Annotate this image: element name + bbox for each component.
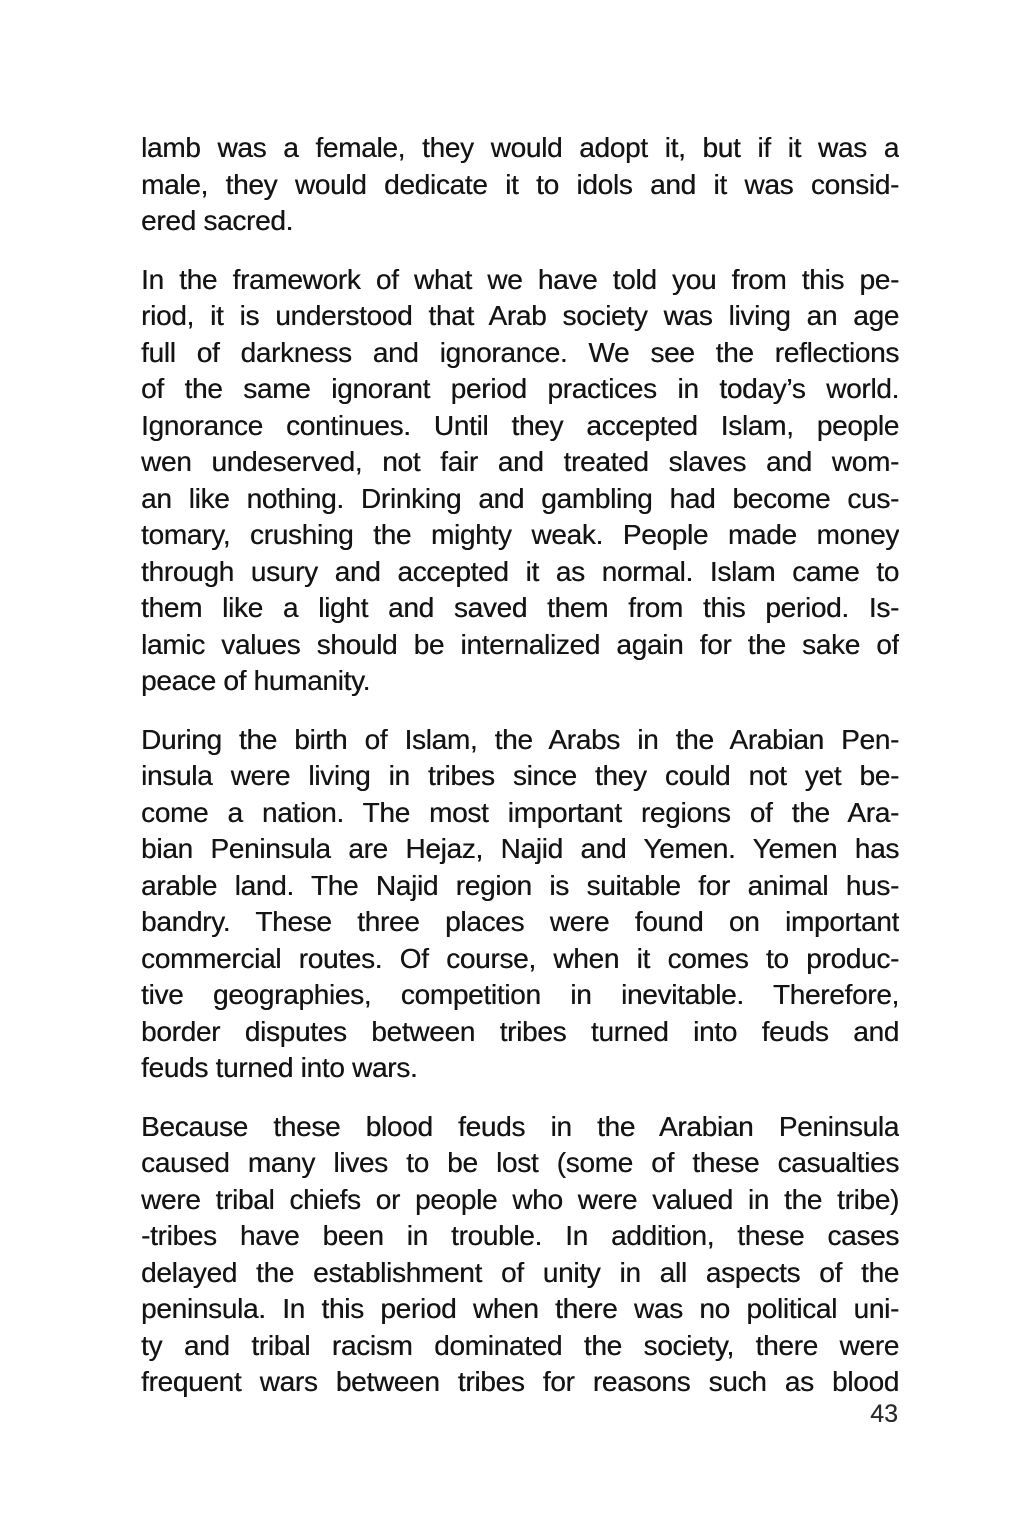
paragraph <box>141 1109 899 1401</box>
text-line: tomary, crushing the mighty weak. People made money <box>141 519 899 550</box>
text-line: through usury and accepted it as normal. Islam came to <box>141 555 899 587</box>
body-text <box>141 130 899 1423</box>
paragraph <box>141 722 899 1087</box>
text-line: lamb was a female, they would adopt it, but if it was a <box>141 132 899 163</box>
text-line: peace of humanity. <box>141 665 371 696</box>
text-line: ty and tribal racism dominated the society, there were <box>141 1329 899 1361</box>
text-line: commercial routes. Of course, when it comes to produc- <box>141 942 899 974</box>
paragraph <box>141 262 899 700</box>
text-line: arable land. The Najid region is suitable for animal hus- <box>141 869 899 901</box>
text-line: insula were living in tribes since they could not yet be- <box>141 760 899 791</box>
paragraph <box>141 130 899 240</box>
text-line: bandry. These three places were found on important <box>141 906 899 937</box>
text-line: In the framework of what we have told you from this pe- <box>141 263 899 295</box>
text-line: tive geographies, competition in inevitable. Therefore, <box>141 979 899 1010</box>
text-line: Because these blood feuds in the Arabian Peninsula <box>141 1110 899 1142</box>
text-line: bian Peninsula are Hejaz, Najid and Yemen. Yemen has <box>141 833 899 864</box>
text-line: of the same ignorant period practices in today’s world. <box>141 373 899 404</box>
text-line: wen undeserved, not fair and treated slaves and wom- <box>141 446 899 477</box>
text-line: Ignorance continues. Until they accepted Islam, people <box>141 409 899 441</box>
text-line: border disputes between tribes turned into feuds and <box>141 1015 899 1047</box>
text-line: ered sacred. <box>141 205 294 236</box>
text-line: come a nation. The most important regions of the Ara- <box>141 796 899 828</box>
text-line: delayed the establishment of unity in all aspects of the <box>141 1256 899 1288</box>
page-number: 43 <box>870 1400 898 1428</box>
text-line: them like a light and saved them from this period. Is- <box>141 592 899 623</box>
text-line: male, they would dedicate it to idols and it was consid- <box>141 168 899 200</box>
text-line: feuds turned into wars. <box>141 1052 418 1083</box>
text-line: riod, it is understood that Arab society was living an age <box>141 300 899 331</box>
text-line: lamic values should be internalized again for the sake of <box>141 628 899 660</box>
text-line: full of darkness and ignorance. We see the reflections <box>141 336 899 368</box>
text-line: were tribal chiefs or people who were valued in the tribe) <box>141 1183 899 1215</box>
text-line: caused many lives to be lost (some of these casualties <box>141 1147 899 1178</box>
text-line: an like nothing. Drinking and gambling had become cus- <box>141 482 899 514</box>
text-line: frequent wars between tribes for reasons such as blood <box>141 1366 899 1397</box>
text-line: peninsula. In this period when there was no political uni- <box>141 1293 899 1324</box>
text-line: During the birth of Islam, the Arabs in the Arabian Pen- <box>141 723 899 755</box>
text-line: -tribes have been in trouble. In addition, these cases <box>141 1220 899 1251</box>
